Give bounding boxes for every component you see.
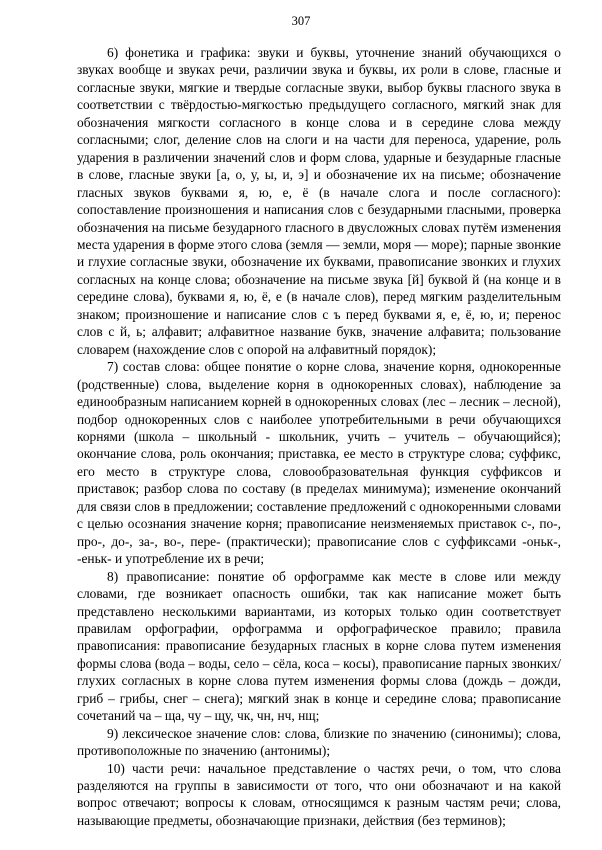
paragraph-word-structure: 7) состав слова: общее понятие о корне слова, значение корня, однокоренные (родственные) слова, выделение корня в однокоренных словах), наблюдение за единообразным написанием корней в однокоренных словах (лес – лесник – лесной), подбор однокоренных слов с наиболее употребительными в речи обучающихся корнями (школа – школьный - школьник, учить – учитель – обучающийся); окончание слова, роль окончания; приставка, ее место в структуре слова; суффикс, его место в структуре слова, словообразовательная функция суффиксов и приставок; разбор слова по составу (в пределах минимума); изменение окончаний для связи слов в предложении; составление предложений с однокоренными словами с целью осознания значение корня; правописание неизменяемых приставок с-, по-, про-, до-, за-, во-, пере- (практически); правописание слов с суффиксами -оньк-, -еньк- и употребление их в речи; [77,359,561,567]
document-body [77,44,561,829]
paragraph-parts-of-speech: 10) части речи: начальное представление о частях речи, о том, что слова разделяются на группы в зависимости от того, что они обозначают и на какой вопрос отвечают; вопросы к словам, относящимся к разным частям речи; слова, называющие предметы, обозначающие признаки, действия (без терминов); [77,760,561,828]
paragraph-spelling: 8) правописание: понятие об орфограмме как месте в слове или между словами, где возникает опасность ошибки, так как написание может быть представлено несколькими вариантами, из которых только один соответствует правилам орфографии, орфограмма и орфографическое правило; правила правописания: правописание безударных гласных в корне слова путем изменения формы слова (вода – воды, село – сёла, коса – косы), правописание парных звонких/глухих согласных в корне слова путем изменения формы слова (дождь – дожди, гриб – грибы, снег – снега); мягкий знак в конце и середине слова; правописание сочетаний ча – ща, чу – щу, чк, чн, нч, нщ; [77,568,561,724]
paragraph-lexical-meaning: 9) лексическое значение слов: слова, близкие по значению (синонимы); слова, противоположные по значению (антонимы); [77,725,561,759]
paragraph-phonetics: 6) фонетика и графика: звуки и буквы, уточнение знаний обучающихся о звуках вообще и звуках речи, различии звука и буквы, их роли в слове, гласные и согласные звуки, мягкие и твердые согласные звуки, выбор буквы гласного звука в соответствии с твёрдостью-мягкостью предыдущего согласного, мягкий знак для обозначения мягкости согласного в конце слова и в середине слова между согласными; слог, деление слов на слоги и на части для переноса, ударение, роль ударения в различении значений слов и форм слова, ударные и безударные гласные в слове, гласные звуки [а, о, у, ы, и, э] и обозначение их на письме; обозначение гласных звуков буквами я, ю, е, ё (в начале слога и после согласного): сопоставление произношения и написания слов с безударными гласными, проверка обозначения на письме безударного гласного в двусложных словах путём изменения места ударения в форме этого слова (земля — земли, моря — море); парные звонкие и глухие согласные звуки, обозначение их буквами, правописание звонких и глухих согласных на конце слова; обозначение на письме звука [й] буквой й (на конце и в середине слова), буквами я, ю, ё, е (в начале слов), перед мягким разделительным знаком; произношение и написание слов с ъ перед буквами я, е, ё, ю, и; перенос слов с й, ь; алфавит; алфавитное название букв, значение алфавита; пользование словарем (нахождение слов с опорой на алфавитный порядок); [77,45,561,357]
page-number: 307 [291,14,311,28]
